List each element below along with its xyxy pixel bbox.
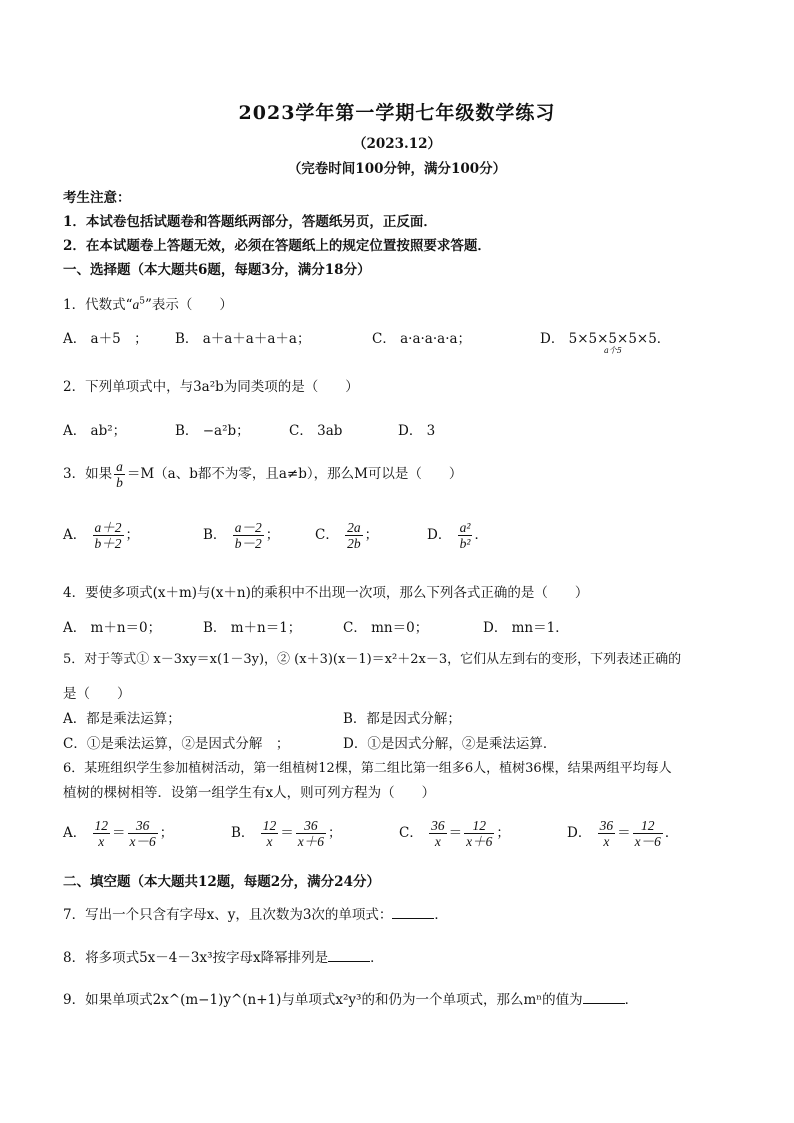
q7: 7．写出一个只含有字母x、y，且次数为3次的单项式： ． xyxy=(63,907,448,923)
notice-item-2: 2．在本试题卷上答题无效，必须在答题纸上的规定位置按照要求答题． xyxy=(63,238,491,254)
q6-option-a: A． $\frac{12}{x}$ ＝ $\frac{36}{x-6}$ ； xyxy=(63,818,174,849)
q8: 8．将多项式5x－4－3x³按字母x降幂排列是 ． xyxy=(63,950,384,966)
q1-option-b: B． a＋a＋a＋a＋a； xyxy=(175,331,311,347)
q1-option-d-brace-label: a个5 xyxy=(604,346,622,355)
exam-date: （2023.12） xyxy=(352,136,442,152)
q5-stem-line1: 5．对于等式① x－3xy＝x(1－3y)，② (x＋3)(x－1)＝x²＋2x－3，它们从左到右的变形，下列表述正确的 xyxy=(63,652,682,667)
q2-option-c: C． 3ab xyxy=(289,423,343,439)
q1-stem: 1．代数式“$a^5$”表示（ ） xyxy=(63,296,233,313)
answer-blank[interactable] xyxy=(583,991,625,1004)
q1-option-a: A． a＋5 ； xyxy=(63,331,148,347)
notice-item-1: 1．本试卷包括试题卷和答题纸两部分，答题纸另页，正反面． xyxy=(63,214,437,230)
q2-option-b: B． −a²b； xyxy=(175,423,250,439)
q3-option-d: D． $\frac{\text{a²}}{\text{b²}}$ ． xyxy=(427,520,488,551)
section1-heading: 一、选择题（本大题共6题，每题3分，满分18分） xyxy=(63,262,371,278)
answer-blank[interactable] xyxy=(328,949,370,962)
q9: 9．如果单项式2x^(m−1)y^(n+1)与单项式x²y³的和仍为一个单项式，那么mⁿ的值为 ． xyxy=(63,992,639,1008)
q5-option-b: B．都是因式分解； xyxy=(343,711,461,727)
q6-option-b: B． $\frac{12}{x}$ ＝ $\frac{36}{x+6}$ ； xyxy=(231,818,342,849)
q1-option-d: D． 5×5×5×5×5． xyxy=(540,331,671,347)
q2-option-a: A． ab²； xyxy=(63,423,127,439)
q6-option-d: D． $\frac{36}{x}$ ＝ $\frac{12}{x-6}$ ． xyxy=(567,818,679,849)
q6-stem-line1: 6．某班组织学生参加植树活动，第一组植树12棵，第二组比第一组多6人，植树36棵，结果两组平均每人 xyxy=(63,761,672,776)
q4-option-c: C． mn＝0； xyxy=(343,620,429,636)
q2-option-d: D． 3 xyxy=(398,423,436,439)
q4-option-d: D． mn＝1． xyxy=(483,620,569,636)
q4-stem: 4．要使多项式(x＋m)与(x＋n)的乘积中不出现一次项，那么下列各式正确的是（ ） xyxy=(63,585,589,601)
notice-heading: 考生注意： xyxy=(63,190,131,206)
q6-stem-line2: 植树的棵树相等．设第一组学生有x人，则可列方程为（ ） xyxy=(63,785,436,801)
q6-option-c: C． $\frac{36}{x}$ ＝ $\frac{12}{x+6}$ ； xyxy=(399,818,510,849)
q1-option-c: C． a·a·a·a·a； xyxy=(372,331,472,347)
section2-heading: 二、填空题（本大题共12题，每题2分，满分24分） xyxy=(63,874,380,890)
q3-stem: 3．如果 $\frac{a}{b}$ ＝M（a、b都不为零，且a≠b），那么M可以是（ ） xyxy=(63,459,463,490)
q2-stem: 2．下列单项式中，与3a²b为同类项的是（ ） xyxy=(63,379,359,395)
q5-option-d: D．①是因式分解，②是乘法运算． xyxy=(343,736,557,752)
q4-option-b: B． m＋n＝1； xyxy=(203,620,302,636)
q5-option-c: C．①是乘法运算，②是因式分解 ； xyxy=(63,736,290,752)
q3-option-a: A． $\frac{a+2}{b+2}$ ； xyxy=(63,520,140,551)
page-title: 2023学年第一学期七年级数学练习 xyxy=(238,102,556,124)
q3-stem-fraction: $\frac{a}{b}$ xyxy=(116,459,123,490)
q3-option-b: B． $\frac{a-2}{b-2}$ ； xyxy=(203,520,280,551)
answer-blank[interactable] xyxy=(392,906,434,919)
q5-stem-line2: 是（ ） xyxy=(63,686,131,702)
q4-option-a: A． m＋n＝0； xyxy=(63,620,162,636)
q3-option-c: C． $\frac{2a}{2b}$ ； xyxy=(315,520,379,551)
time-note: （完卷时间100分钟，满分100分） xyxy=(287,161,507,177)
q5-option-a: A．都是乘法运算； xyxy=(63,711,181,727)
